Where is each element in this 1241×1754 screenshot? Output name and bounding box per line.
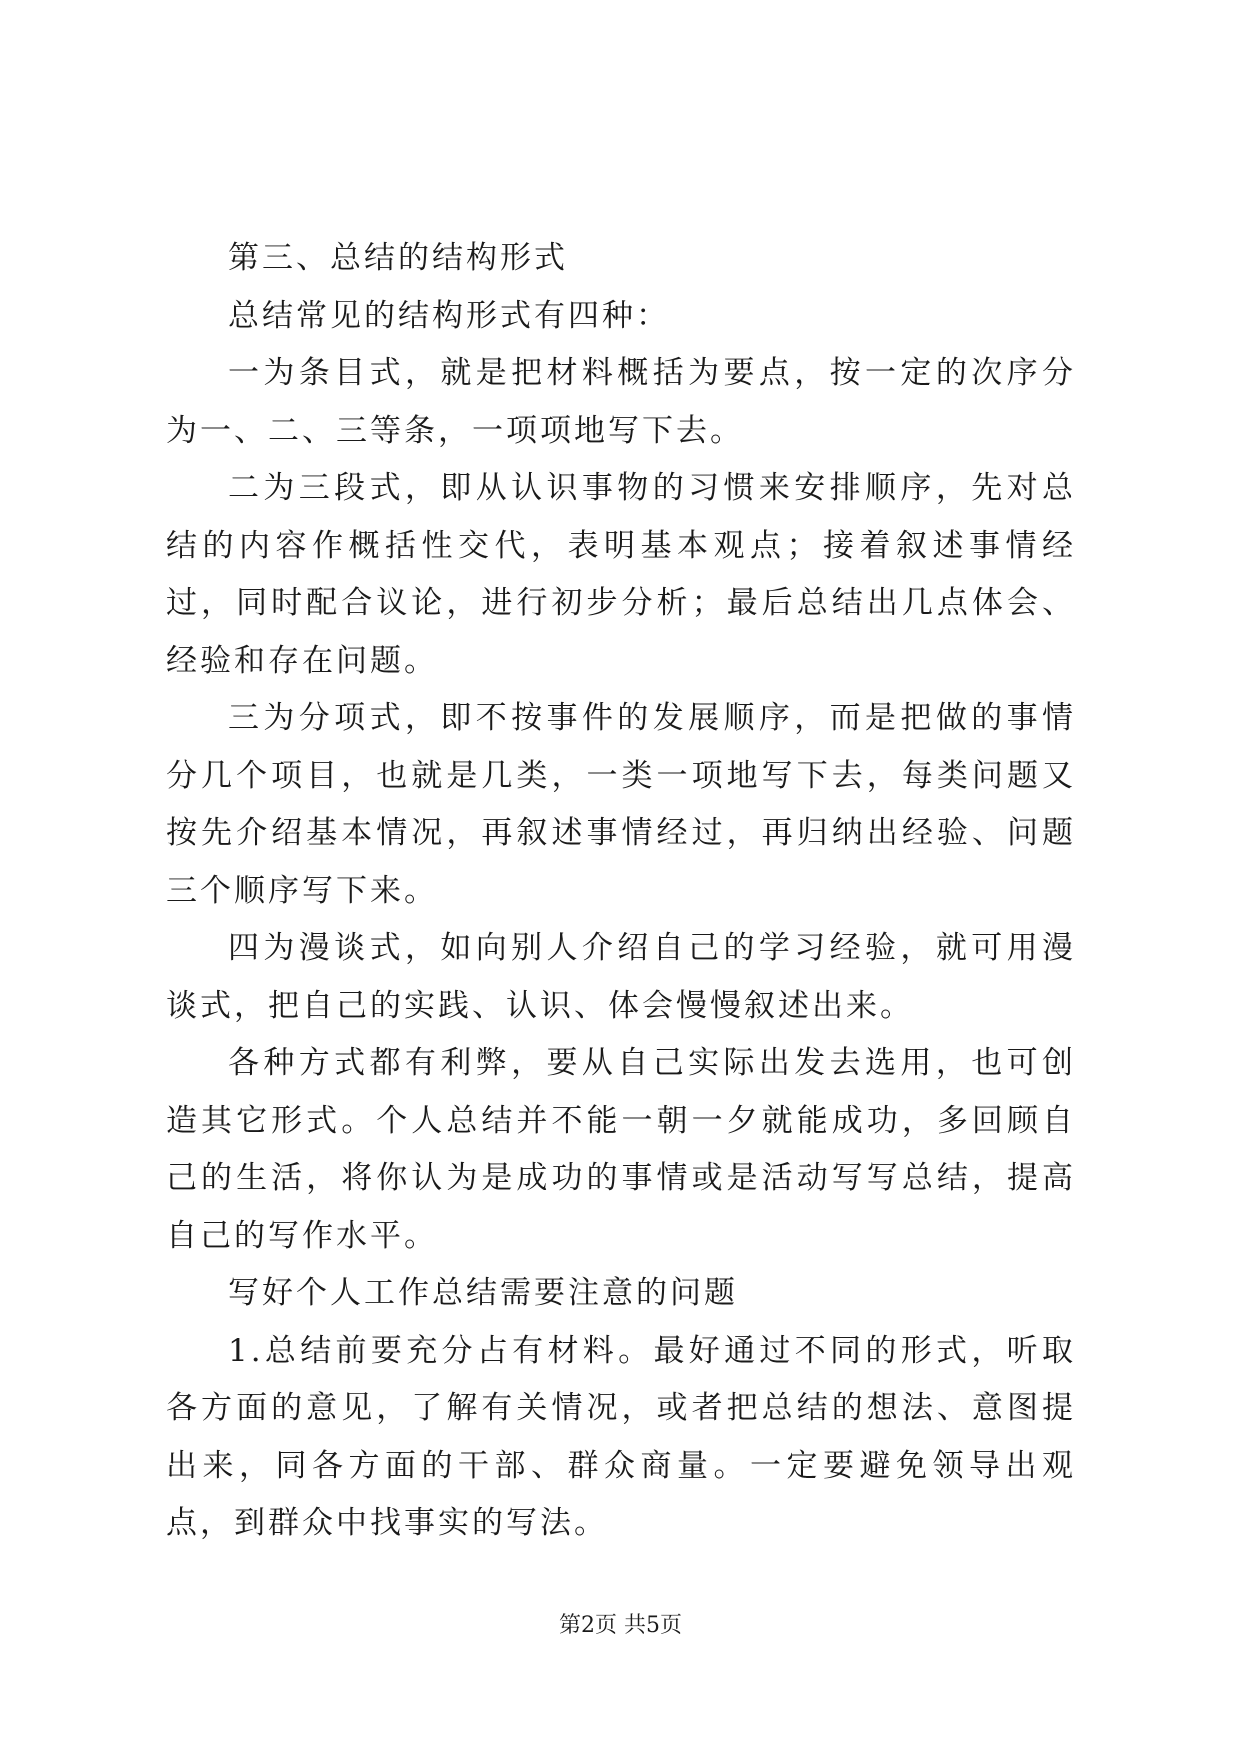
page-number-footer: 第2页 共5页 [559,1613,682,1638]
paragraph: 各种方式都有利弊，要从自己实际出发去选用，也可创造其它形式。个人总结并不能一朝一夕就能成功，多回顾自己的生活，将你认为是成功的事情或是活动写写总结，提高自己的写作水平。 [166,1045,1076,1254]
paragraph: 1.总结前要充分占有材料。最好通过不同的形式，听取各方面的意见，了解有关情况，或者把总结的想法、意图提出来，同各方面的干部、群众商量。一定要避免领导出观点，到群众中找事实的写法。 [166,1332,1076,1541]
paragraph: 四为漫谈式，如向别人介绍自己的学习经验，就可用漫谈式，把自己的实践、认识、体会慢慢叙述出来。 [166,930,1076,1024]
paragraph: 二为三段式，即从认识事物的习惯来安排顺序，先对总结的内容作概括性交代，表明基本观点；接着叙述事情经过，同时配合议论，进行初步分析；最后总结出几点体会、经验和存在问题。 [166,470,1076,679]
paragraph: 总结常见的结构形式有四种： [228,297,670,334]
paragraph: 一为条目式，就是把材料概括为要点，按一定的次序分为一、二、三等条，一项项地写下去。 [166,355,1076,449]
section-heading: 第三、总结的结构形式 [228,240,568,276]
paragraph: 三为分项式，即不按事件的发展顺序，而是把做的事情分几个项目，也就是几类，一类一项地写下去，每类问题又按先介绍基本情况，再叙述事情经过，再归纳出经验、问题三个顺序写下来。 [166,700,1076,909]
section-heading: 写好个人工作总结需要注意的问题 [228,1275,738,1311]
document-body [166,230,1076,1553]
